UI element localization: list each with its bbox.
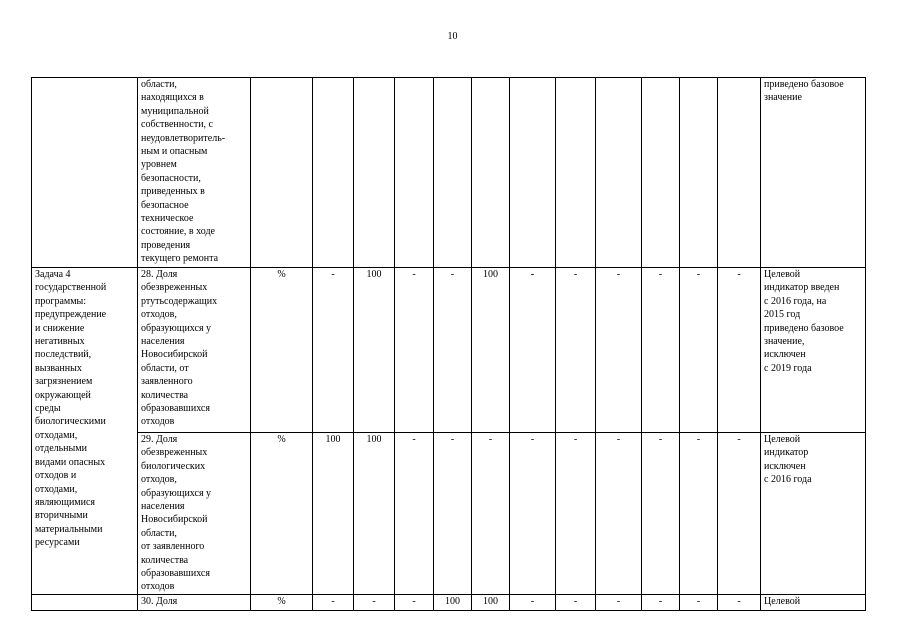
value-cell: [596, 78, 642, 268]
value-cell: -: [556, 268, 596, 433]
value-cell: [472, 78, 510, 268]
value-cell: -: [313, 268, 354, 433]
note-cell: Целевой индикатор исключен с 2016 года: [761, 433, 866, 595]
value-cell: [680, 78, 718, 268]
value-cell: 100: [313, 433, 354, 595]
value-cell: [434, 78, 472, 268]
indicator-cell: области, находящихся в муниципальной собственности, с неудовлетворитель- ным и опасным уровнем безопасности, приведенных в безопасное техническое состояние, в ходе проведения текущего ремонта: [138, 78, 251, 268]
task-cell: Задача 4 государственной программы: предупреждение и снижение негативных последствий, вызванных загрязнением окружающей среды биологическими отходами, отдельными видами опасных отходов и отходами, являющимися вторичными материальными ресурсами: [32, 268, 138, 595]
value-cell: [395, 78, 434, 268]
indicator-cell: 29. Доля обезвреженных биологических отходов, образующихся у населения Новосибирской области, от заявленного количества образовавшихся отходов: [138, 433, 251, 595]
note-cell: Целевой индикатор введен с 2016 года, на 2015 год приведено базовое значение, исключен с 2019 года: [761, 268, 866, 433]
value-cell: 100: [434, 595, 472, 611]
unit-cell: %: [251, 595, 313, 611]
value-cell: -: [680, 433, 718, 595]
table-row: [32, 595, 866, 611]
value-cell: -: [434, 433, 472, 595]
table-row: [32, 433, 866, 595]
value-cell: 100: [354, 268, 395, 433]
value-cell: -: [596, 595, 642, 611]
value-cell: -: [395, 433, 434, 595]
value-cell: -: [596, 433, 642, 595]
indicator-table: [31, 77, 866, 611]
value-cell: -: [434, 268, 472, 433]
value-cell: -: [556, 595, 596, 611]
table-row: [32, 78, 866, 268]
value-cell: [510, 78, 556, 268]
value-cell: -: [642, 595, 680, 611]
task-cell: [32, 595, 138, 611]
task-cell: [32, 78, 138, 268]
unit-cell: %: [251, 433, 313, 595]
value-cell: -: [395, 595, 434, 611]
value-cell: 100: [472, 268, 510, 433]
note-cell: Целевой: [761, 595, 866, 611]
value-cell: -: [395, 268, 434, 433]
value-cell: -: [354, 595, 395, 611]
value-cell: -: [510, 268, 556, 433]
value-cell: -: [718, 268, 761, 433]
value-cell: -: [556, 433, 596, 595]
value-cell: -: [596, 268, 642, 433]
value-cell: -: [313, 595, 354, 611]
value-cell: [718, 78, 761, 268]
value-cell: -: [680, 595, 718, 611]
value-cell: [313, 78, 354, 268]
value-cell: -: [510, 433, 556, 595]
indicator-cell: 28. Доля обезвреженных ртутьсодержащих отходов, образующихся у населения Новосибирской области, от заявленного количества образовавшихся отходов: [138, 268, 251, 433]
value-cell: -: [642, 433, 680, 595]
value-cell: [642, 78, 680, 268]
value-cell: -: [680, 268, 718, 433]
indicator-cell: 30. Доля: [138, 595, 251, 611]
value-cell: -: [510, 595, 556, 611]
value-cell: -: [642, 268, 680, 433]
value-cell: -: [472, 433, 510, 595]
page-number: 10: [447, 31, 458, 42]
value-cell: [556, 78, 596, 268]
value-cell: -: [718, 433, 761, 595]
unit-cell: %: [251, 268, 313, 433]
value-cell: [354, 78, 395, 268]
unit-cell: [251, 78, 313, 268]
value-cell: -: [718, 595, 761, 611]
table-row: [32, 268, 866, 433]
note-cell: приведено базовое значение: [761, 78, 866, 268]
value-cell: 100: [472, 595, 510, 611]
value-cell: 100: [354, 433, 395, 595]
